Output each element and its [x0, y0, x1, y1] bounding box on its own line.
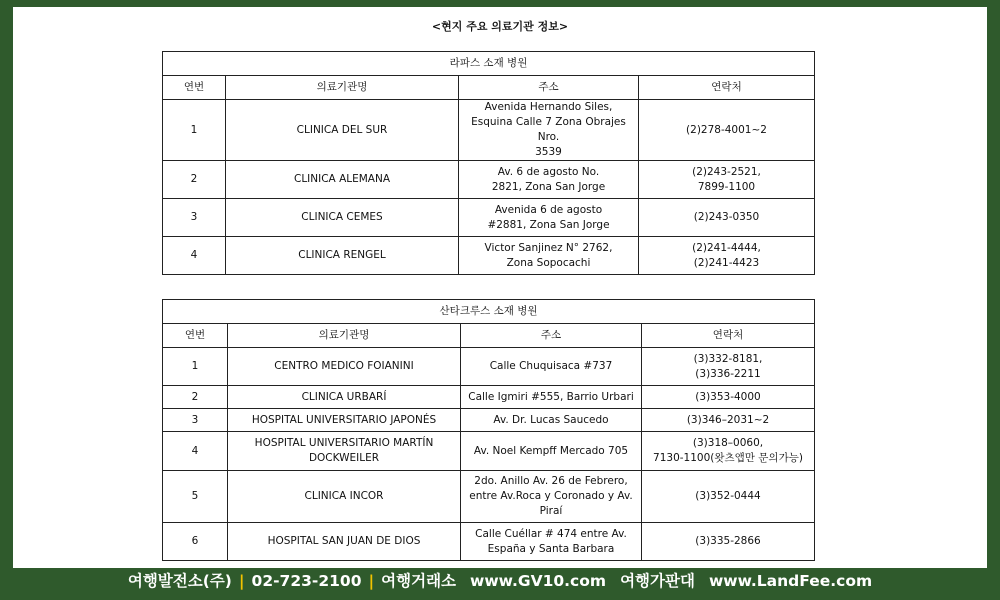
row-name: HOSPITAL UNIVERSITARIO MARTÍN DOCKWEILER	[228, 432, 461, 471]
column-header-no: 연번	[163, 76, 226, 100]
row-no: 4	[163, 432, 228, 471]
row-contact: (3)318–0060, 7130-1100(왓츠앱만 문의가능)	[642, 432, 815, 471]
row-name: CLINICA ALEMANA	[226, 161, 459, 199]
table-row	[163, 237, 815, 275]
table-row	[163, 386, 815, 409]
row-no: 3	[163, 409, 228, 432]
column-header-name: 의료기관명	[226, 76, 459, 100]
row-name: CLINICA INCOR	[228, 471, 461, 523]
row-contact: (3)335-2866	[642, 523, 815, 561]
row-address: Avenida Hernando Siles, Esquina Calle 7 Zona Obrajes Nro. 3539	[459, 100, 639, 161]
row-name: HOSPITAL UNIVERSITARIO JAPONÉS	[228, 409, 461, 432]
row-contact: (2)243-2521, 7899-1100	[639, 161, 815, 199]
row-name: CLINICA CEMES	[226, 199, 459, 237]
footer-site2-name: 여행가판대	[620, 572, 695, 590]
footer-site2-link[interactable]: www.LandFee.com	[708, 572, 873, 590]
table-row	[163, 471, 815, 523]
row-no: 2	[163, 161, 226, 199]
footer-company: 여행발전소(주)	[127, 572, 232, 590]
column-header-contact: 연락처	[639, 76, 815, 100]
row-name: CLINICA DEL SUR	[226, 100, 459, 161]
row-address: Calle Chuquisaca #737	[461, 348, 642, 386]
section-title: 라파스 소재 병원	[163, 52, 815, 76]
column-header-contact: 연락처	[642, 324, 815, 348]
row-address: Av. 6 de agosto No. 2821, Zona San Jorge	[459, 161, 639, 199]
santa-cruz-hospital-table	[162, 299, 815, 561]
footer-site1-link[interactable]: www.GV10.com	[470, 572, 607, 590]
section-title: 산타크루스 소재 병원	[163, 300, 815, 324]
row-address: Calle Cuéllar # 474 entre Av. España y Santa Barbara	[461, 523, 642, 561]
row-contact: (2)278-4001~2	[639, 100, 815, 161]
row-no: 6	[163, 523, 228, 561]
row-address: Calle Igmiri #555, Barrio Urbari	[461, 386, 642, 409]
row-no: 4	[163, 237, 226, 275]
footer-phone: 02-723-2100	[251, 572, 362, 590]
row-contact: (2)241-4444, (2)241-4423	[639, 237, 815, 275]
row-no: 1	[163, 348, 228, 386]
row-address: Avenida 6 de agosto #2881, Zona San Jorge	[459, 199, 639, 237]
row-no: 5	[163, 471, 228, 523]
row-address: Victor Sanjinez N° 2762, Zona Sopocachi	[459, 237, 639, 275]
table-row	[163, 161, 815, 199]
row-contact: (3)346–2031~2	[642, 409, 815, 432]
row-address: Av. Dr. Lucas Saucedo	[461, 409, 642, 432]
row-name: CLINICA URBARÍ	[228, 386, 461, 409]
row-name: CENTRO MEDICO FOIANINI	[228, 348, 461, 386]
table-row	[163, 100, 815, 161]
table-row	[163, 523, 815, 561]
table-row	[163, 409, 815, 432]
row-address: Av. Noel Kempff Mercado 705	[461, 432, 642, 471]
footer-separator: |	[238, 572, 245, 590]
row-contact: (3)332-8181, (3)336-2211	[642, 348, 815, 386]
footer-banner	[0, 568, 1000, 600]
row-no: 3	[163, 199, 226, 237]
row-contact: (2)243-0350	[639, 199, 815, 237]
column-header-name: 의료기관명	[228, 324, 461, 348]
footer-site1-name: 여행거래소	[381, 572, 457, 590]
row-name: HOSPITAL SAN JUAN DE DIOS	[228, 523, 461, 561]
column-header-address: 주소	[461, 324, 642, 348]
column-header-address: 주소	[459, 76, 639, 100]
footer-separator: |	[368, 572, 375, 590]
table-row	[163, 199, 815, 237]
row-no: 2	[163, 386, 228, 409]
row-contact: (3)352-0444	[642, 471, 815, 523]
row-no: 1	[163, 100, 226, 161]
table-row	[163, 432, 815, 471]
row-contact: (3)353-4000	[642, 386, 815, 409]
table-row	[163, 348, 815, 386]
row-address: 2do. Anillo Av. 26 de Febrero, entre Av.Roca y Coronado y Av. Piraí	[461, 471, 642, 523]
document-page	[13, 7, 987, 568]
row-name: CLINICA RENGEL	[226, 237, 459, 275]
document-title: <현지 주요 의료기관 정보>	[431, 20, 569, 33]
column-header-no: 연번	[163, 324, 228, 348]
la-paz-hospital-table	[162, 51, 815, 275]
